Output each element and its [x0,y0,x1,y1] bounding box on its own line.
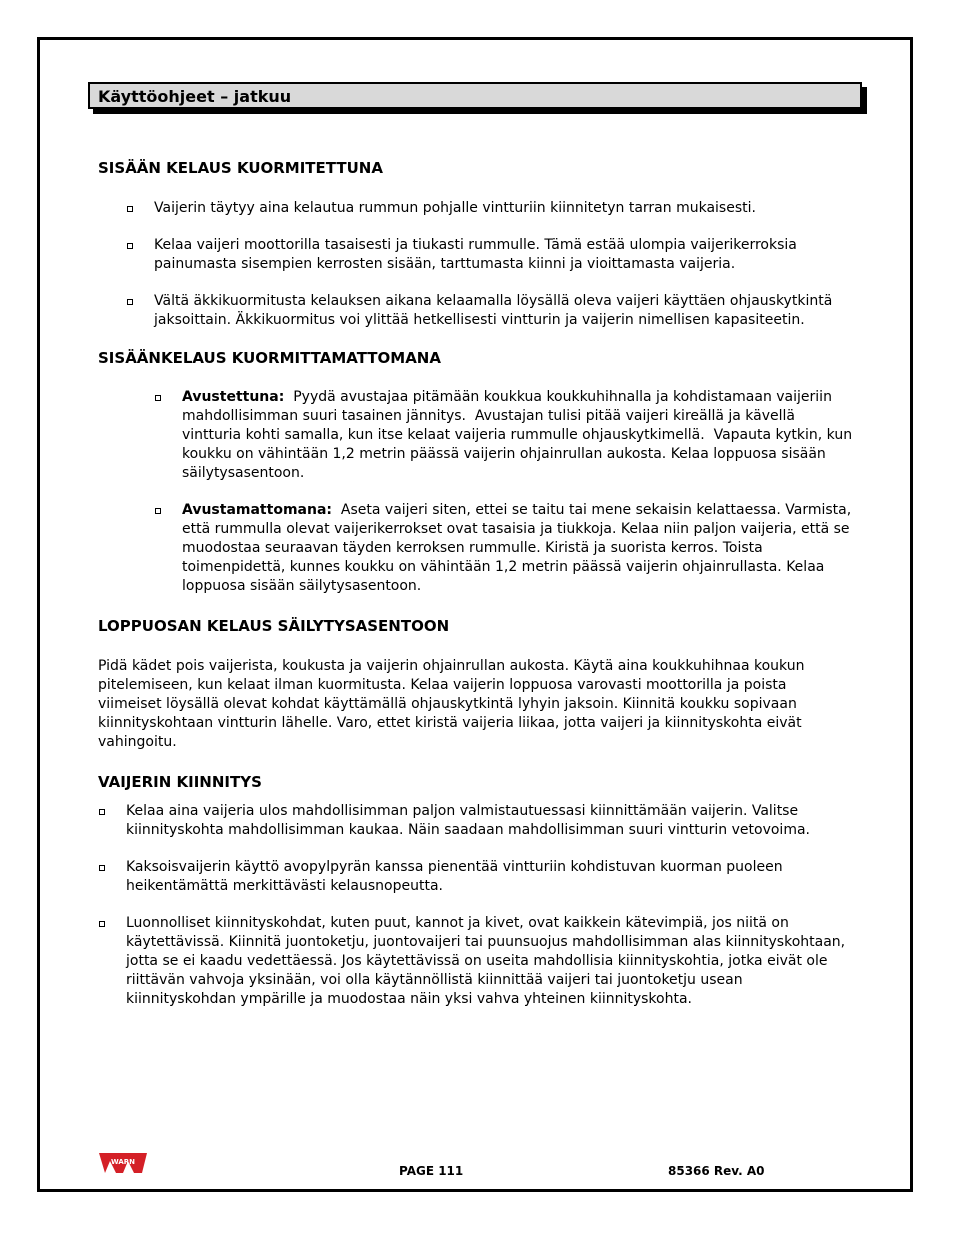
warn-logo [98,1152,148,1180]
page-number: PAGE 111 [399,1164,464,1178]
document-revision: 85366 Rev. A0 [668,1164,765,1178]
page-title: Käyttöohjeet – jatkuu [98,87,292,106]
logo-text: WARN [110,1158,136,1166]
section-heading-rope-anchoring: VAIJERIN KIINNITYS [98,773,262,791]
checkbox-bullet-icon [127,206,133,212]
checkbox-bullet-icon [127,299,133,305]
section-heading-storage-winding: LOPPUOSAN KELAUS SÄILYTYSASENTOON [98,617,450,635]
checkbox-bullet-icon [155,508,161,514]
item-label: Avustettuna: [182,389,285,405]
checkbox-bullet-icon [99,865,105,871]
item-label: Avustamattomana: [182,502,332,518]
list-item: Luonnolliset kiinnityskohdat, kuten puut, kannot ja kivet, ovat kaikkein kätevimpiä, jos niitä on käytettävissä. Kiinnitä juontoketju, juontovaijeri tai puunsuojus mahdollisimman alas kiinnityskohtaan, jotta se ei kaadu vedettäessä. Jos käytettävissä on useita mahdollisia kiinnityskohtia, jotka eivät ole riittävän vahvoja yksinään, voi olla käytännöllistä kiinnittää vaijeri tai juontoketju usean kiinnityskohdan ympärille ja muodostaa näin yksi vahva yhteinen kiinnityskohta. [126,915,846,1007]
item-text: Aseta vaijeri siten, ettei se taitu tai mene sekaisin kelattaessa. Varmista, että rummulla olevat vaijerikerrokset ovat tasaisia ja tiukkoja. Kelaa niin paljon vaijeria, että se muodostaa seuraavan täyden kerroksen rummulle. Kiristä ja suorista kerros. Toista toimenpidettä, kunnes koukku on vähintään 1,2 metrin päässä vaijerin ohjainrullasta. Kelaa loppuosa sisään säilytysasentoon. [182,502,856,594]
checkbox-bullet-icon [99,921,105,927]
list-item: Vältä äkkikuormitusta kelauksen aikana kelaamalla löysällä oleva vaijeri käyttäen ohjauskytkintä jaksoittain. Äkkikuormitus voi ylittää hetkellisesti vintturin ja vaijerin nimellisen kapasiteetin. [154,293,833,328]
checkbox-bullet-icon [155,395,161,401]
list-item [182,501,854,596]
checkbox-bullet-icon [99,809,105,815]
section-heading-loaded-winding: SISÄÄN KELAUS KUORMITETTUNA [98,159,383,177]
list-item: Kelaa vaijeri moottorilla tasaisesti ja tiukasti rummulle. Tämä estää ulompia vaijerikerroksia painumasta sisempien kerrosten sisään, tarttumasta kiinni ja vioittamasta vaijeria. [154,237,797,272]
item-text: Pyydä avustajaa pitämään koukkua koukkuhihnalla ja kohdistamaan vaijeriin mahdollisimman suuri tasainen jännitys. Avustajan tulisi pitää vaijeri kireällä ja kävellä vintturia kohti samalla, kun itse kelaat vaijeria rummulle ohjauskytkimellä. Vapauta kytkin, kun koukku on vähintään 1,2 metrin päässä vaijerin ohjainrullan aukosta. Kelaa loppuosa sisään säilytysasentoon. [182,389,857,481]
checkbox-bullet-icon [127,243,133,249]
header-bar [88,82,862,109]
section-heading-unloaded-winding: SISÄÄNKELAUS KUORMITTAMATTOMANA [98,349,441,367]
paragraph: Pidä kädet pois vaijerista, koukusta ja vaijerin ohjainrullan aukosta. Käytä aina koukkuhihnaa koukun pitelemiseen, kun kelaat ilman kuormitusta. Kelaa vaijerin loppuosa varovasti moottorilla ja poista viimeiset löysällä olevat kohdat käyttämällä ohjauskytkintä lyhyin jaksoin. Kiinnitä koukku sopivaan kiinnityskohtaan vintturin lähelle. Varo, ettet kiristä vaijeria liikaa, jotta vaijeri ja kiinnityskohta eivät vahingoitu. [98,658,805,750]
list-item: Kaksoisvaijerin käyttö avopylpyrän kanssa pienentää vintturiin kohdistuvan kuorman puoleen heikentämättä merkittävästi kelausnopeutta. [126,859,783,894]
list-item: Vaijerin täytyy aina kelautua rummun pohjalle vintturiin kiinnitetyn tarran mukaisesti. [154,200,756,216]
list-item [182,388,857,483]
list-item: Kelaa aina vaijeria ulos mahdollisimman paljon valmistautuessasi kiinnittämään vaijerin. Valitse kiinnityskohta mahdollisimman kaukaa. Näin saadaan mahdollisimman suuri vintturin vetovoima. [126,803,810,838]
